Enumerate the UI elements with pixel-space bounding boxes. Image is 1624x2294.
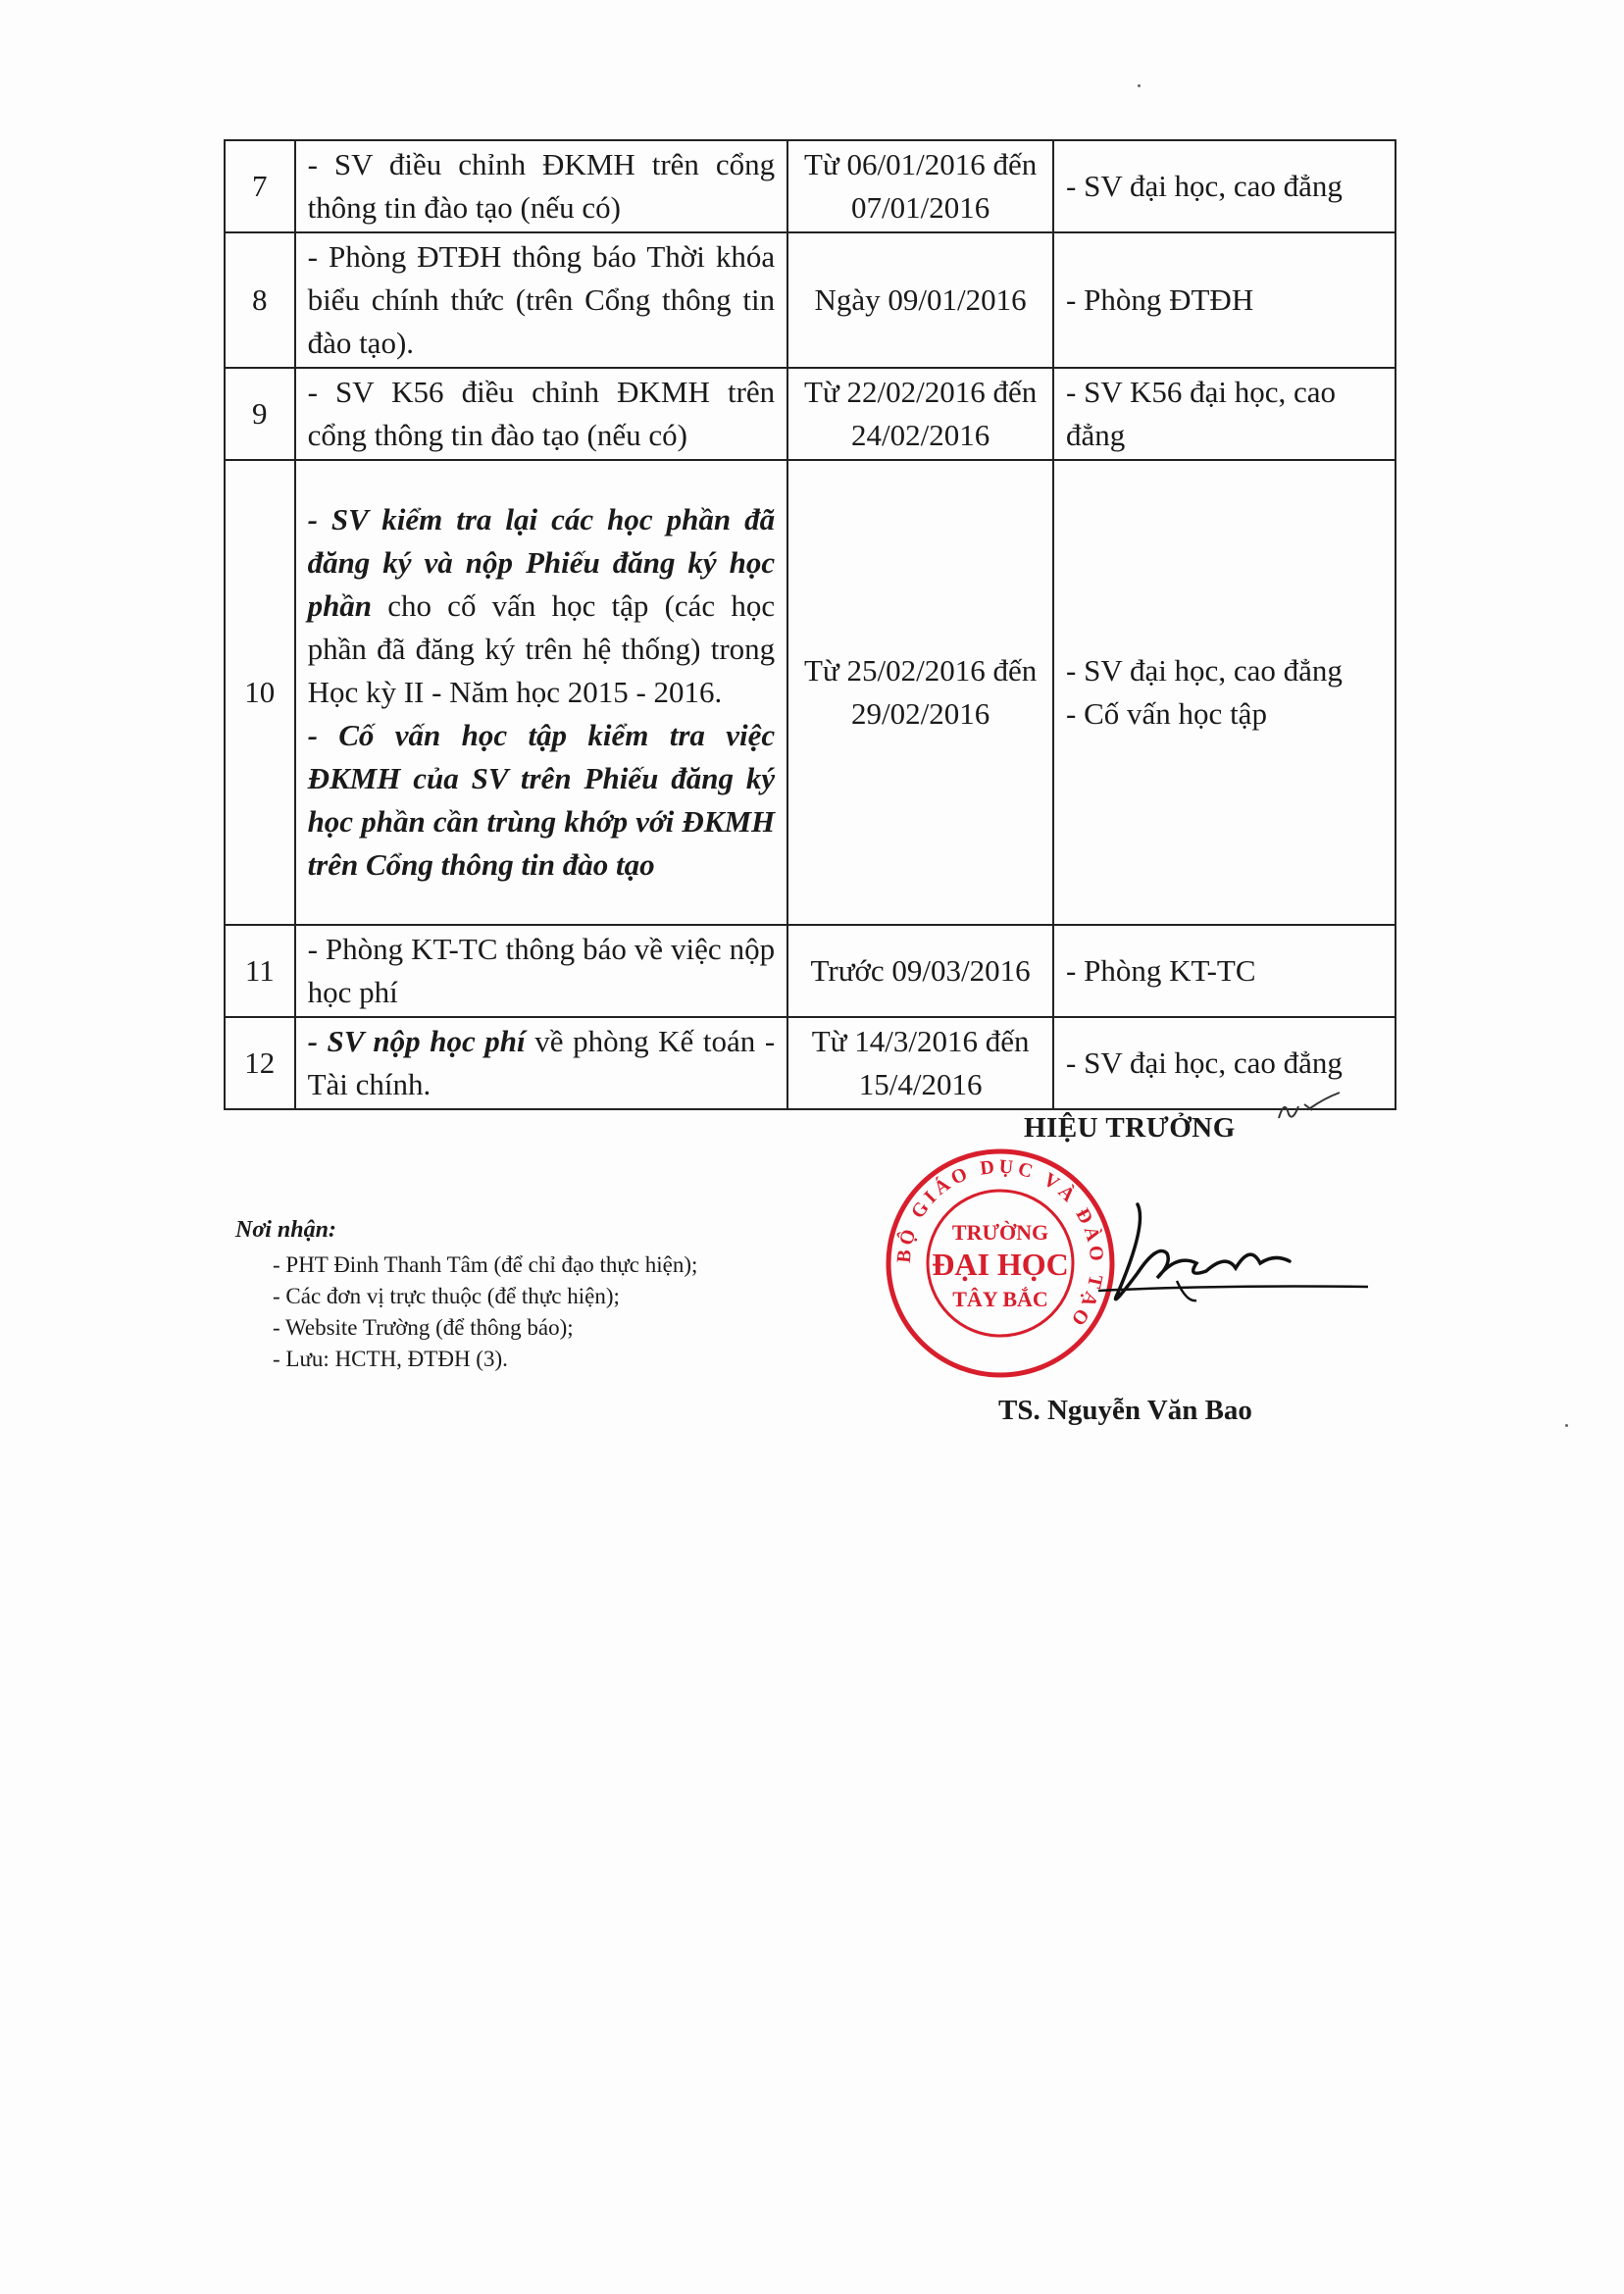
table-row xyxy=(225,232,1396,368)
row-number: 8 xyxy=(225,232,295,368)
time-cell: Từ 22/02/2016 đến 24/02/2016 xyxy=(787,368,1053,460)
responsible-cell: - SV đại học, cao đẳng xyxy=(1053,1017,1396,1109)
recipient-item: - Lưu: HCTH, ĐTĐH (3). xyxy=(273,1347,508,1371)
row-number: 12 xyxy=(225,1017,295,1109)
handwritten-signature xyxy=(1079,1185,1373,1332)
row-number: 7 xyxy=(225,140,295,232)
signatory-title: HIỆU TRƯỞNG xyxy=(1024,1112,1236,1144)
recipient-item: - Các đơn vị trực thuộc (để thực hiện); xyxy=(273,1284,620,1308)
stamp-ring-text: BỘ GIÁO DỤC VÀ ĐÀO TẠO xyxy=(892,1155,1108,1333)
responsible-cell: - SV K56 đại học, cao đẳng xyxy=(1053,368,1396,460)
task-cell: - SV K56 điều chỉnh ĐKMH trên cổng thông tin đào tạo (nếu có) xyxy=(295,368,788,460)
responsible-cell: - SV đại học, cao đẳng xyxy=(1053,140,1396,232)
time-cell: Ngày 09/01/2016 xyxy=(787,232,1053,368)
task-cell: - Phòng ĐTĐH thông báo Thời khóa biểu chính thức (trên Cổng thông tin đào tạo). xyxy=(295,232,788,368)
responsible-cell xyxy=(1053,460,1396,925)
table-row xyxy=(225,368,1396,460)
scan-speck xyxy=(1138,84,1141,87)
table-row xyxy=(225,925,1396,1017)
recipients-heading: Nơi nhận: xyxy=(235,1217,336,1243)
schedule-table xyxy=(224,139,1396,1110)
recipient-item: - Website Trường (để thông báo); xyxy=(273,1315,574,1340)
initial-mark xyxy=(1275,1089,1344,1128)
time-cell: Trước 09/03/2016 xyxy=(787,925,1053,1017)
time-cell: Từ 25/02/2016 đến 29/02/2016 xyxy=(787,460,1053,925)
task-cell xyxy=(295,1017,788,1109)
task-cell xyxy=(295,460,788,925)
responsible-cell: - Phòng ĐTĐH xyxy=(1053,232,1396,368)
task-cell: - Phòng KT-TC thông báo về việc nộp học phí xyxy=(295,925,788,1017)
task-text: cho cố vấn học tập (các học phần đã đăng ký trên hệ thống) trong Học kỳ II - Năm học 2015 - 2016. xyxy=(307,588,776,709)
task-emphasis: - Cố vấn học tập kiểm tra việc ĐKMH của SV trên Phiếu đăng ký học phần cần trùng khớp với ĐKMH trên Cổng thông tin đào tạo xyxy=(307,718,776,882)
stamp-text: TÂY BẮC xyxy=(952,1287,1048,1311)
task-emphasis: - SV kiểm tra lại các học phần đã đăng ký và nộp Phiếu đăng ký học phần xyxy=(307,502,776,623)
time-cell: Từ 14/3/2016 đến 15/4/2016 xyxy=(787,1017,1053,1109)
row-number: 10 xyxy=(225,460,295,925)
stamp-text: TRƯỜNG xyxy=(951,1220,1049,1245)
row-number: 11 xyxy=(225,925,295,1017)
time-cell: Từ 06/01/2016 đến 07/01/2016 xyxy=(787,140,1053,232)
signatory-name: TS. Nguyễn Văn Bao xyxy=(998,1395,1252,1426)
row-number: 9 xyxy=(225,368,295,460)
table-row xyxy=(225,140,1396,232)
recipient-item: - PHT Đinh Thanh Tâm (để chỉ đạo thực hiện); xyxy=(273,1252,698,1277)
task-cell: - SV điều chỉnh ĐKMH trên cổng thông tin đào tạo (nếu có) xyxy=(295,140,788,232)
stamp-text: ĐẠI HỌC xyxy=(932,1247,1069,1282)
recipients-block xyxy=(235,1214,697,1375)
responsible-line: - SV đại học, cao đẳng xyxy=(1066,653,1343,688)
task-text: về phòng Kế toán - Tài chính. xyxy=(307,1024,776,1101)
task-emphasis: - SV nộp học phí xyxy=(307,1024,526,1058)
responsible-cell: - Phòng KT-TC xyxy=(1053,925,1396,1017)
table-row xyxy=(225,460,1396,925)
table-row xyxy=(225,1017,1396,1109)
scan-speck xyxy=(1565,1424,1568,1427)
responsible-line: - Cố vấn học tập xyxy=(1066,696,1267,731)
